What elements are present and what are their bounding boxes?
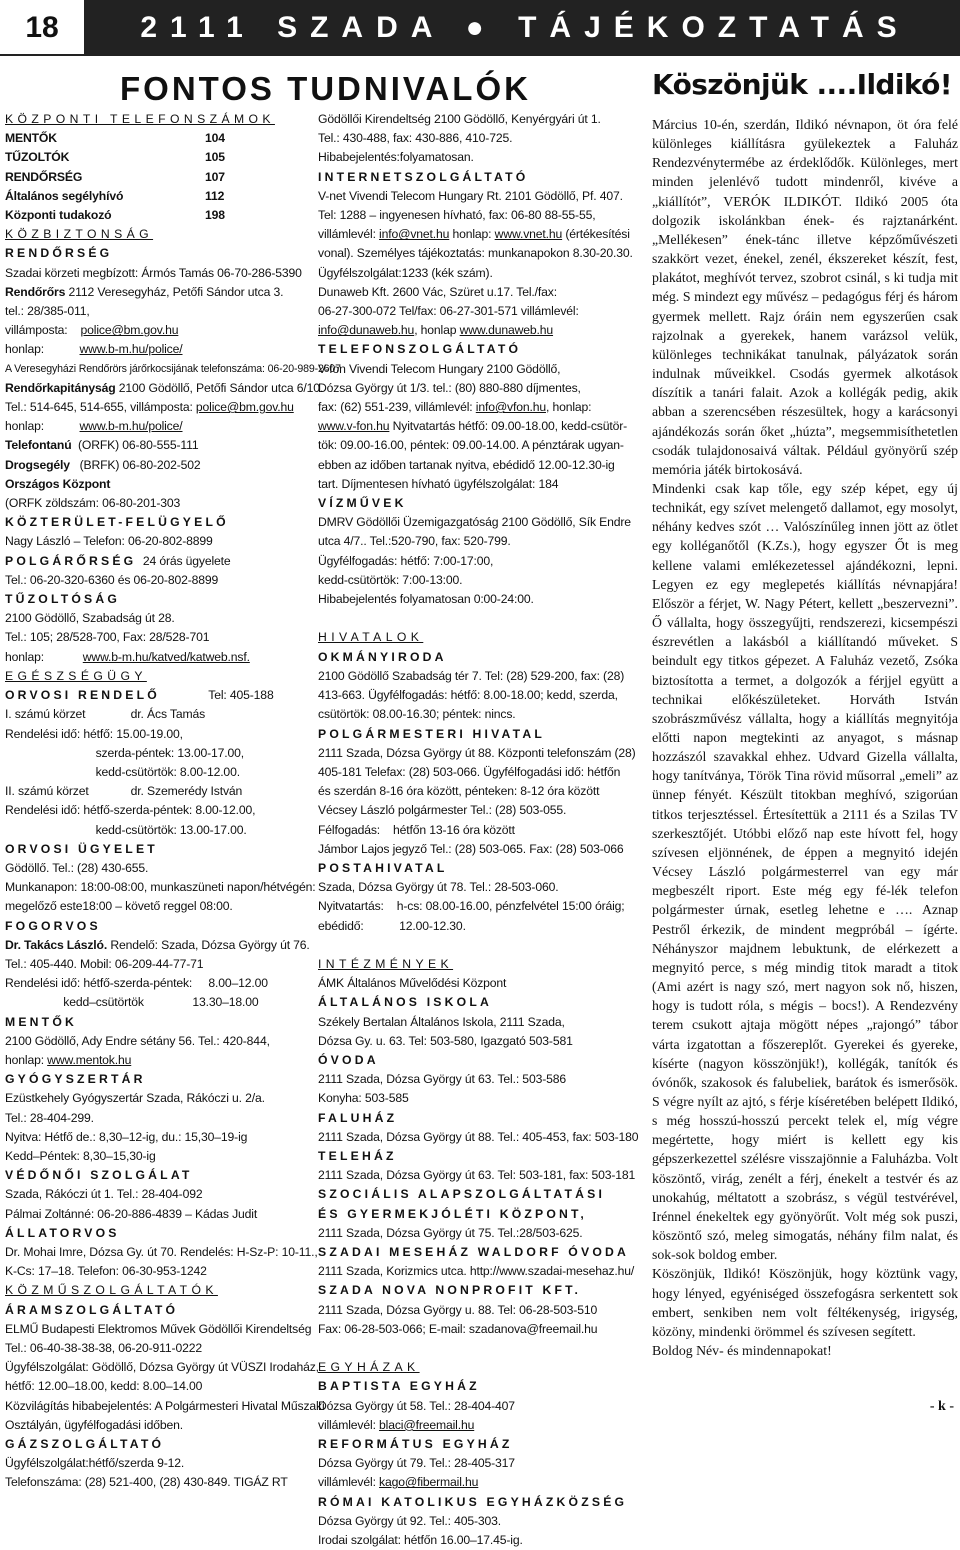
link[interactable]: info@vnet.hu: [379, 227, 450, 242]
page-number: 18: [0, 0, 84, 56]
text-line: Rendelési idő: hétfő: 15.00-19.00,: [5, 726, 183, 741]
info-column-1: [5, 110, 341, 1493]
link[interactable]: info@vfon.hu: [475, 400, 546, 415]
link[interactable]: www.b-m.hu/police/: [79, 342, 183, 357]
phone-label: TŰZOLTÓK: [5, 150, 70, 165]
text-line: vonal). Személyes tájékoztatás: munkanapokon 8.30-20.30.: [318, 246, 633, 261]
phone-number: 198: [205, 208, 225, 223]
text-line: [5, 648, 310, 667]
category-heading: HIVATALOK: [318, 630, 424, 645]
thanks-title: Köszönjük ....Ildikó!: [652, 68, 952, 101]
text-line: Hibabejelentés folyamatosan 0:00-24:00.: [318, 592, 534, 607]
line-text: (BRFK) 06-80-202-502: [69, 457, 201, 472]
line-text: Nyitvatartás hétfő: 09.00-18.00, kedd-csütör-: [389, 419, 628, 434]
phone-label: Általános segélyhívó: [5, 188, 124, 203]
text-line: [5, 1051, 310, 1070]
text-line: [5, 340, 310, 359]
text-line: kedd-csütörtök: 7:00-13:00.: [318, 572, 463, 587]
link[interactable]: www.v-fon.hu: [318, 419, 390, 434]
text-line: Dózsa György út 58. Tel.: 28-404-407: [318, 1398, 515, 1413]
link[interactable]: kago@fibermail.hu: [379, 1475, 479, 1490]
text-line: 2100 Gödöllő Szabadság tér 7. Tel: (28) 529-200, fax: (28): [318, 668, 625, 683]
section-heading: [5, 552, 310, 571]
section-heading: VÉDŐNŐI SZOLGÁLAT: [5, 1168, 193, 1183]
text-line: Tel.: 405-440. Mobil: 06-209-44-77-71: [5, 956, 204, 971]
line-text: 2112 Veresegyház, Petőfi Sándor utca 3.: [65, 284, 284, 299]
phone-row: [5, 206, 310, 225]
section-heading: RÓMAI KATOLIKUS EGYHÁZKÖZSÉG: [318, 1494, 628, 1509]
text-line: Ezüstkehely Gyógyszertár Szada, Rákóczi u. 2/a.: [5, 1091, 265, 1106]
category-heading: EGÉSZSÉGÜGY: [5, 668, 147, 683]
text-line: 2111 Szada, Dózsa György út 75. Tel.:28/503-625.: [318, 1225, 583, 1240]
text-line: A Veresegyházi Rendőrörs járőrkocsijának telefonszáma: 06-20-989-2607: [5, 362, 341, 375]
text-line: [5, 321, 310, 340]
text-line: Ügyfélszolgálat: Gödöllő, Dózsa György út VÜSZI Irodaház,: [5, 1360, 319, 1375]
text-line: K-Cs: 17–18. Telefon: 06-30-953-1242: [5, 1264, 207, 1279]
spacer: [318, 936, 638, 955]
line-text: honlap:: [449, 227, 495, 242]
text-line: Irodai szolgálat: hétfőn 16.00–17.45-ig.: [318, 1533, 523, 1548]
text-line: Vécsey László polgármester Tel.: (28) 503-055.: [318, 803, 567, 818]
spacer: [318, 1339, 638, 1358]
text-line: 2111 Szada, Dózsa György út 63. Tel.: 503-586: [318, 1072, 566, 1087]
phone-row: [5, 129, 310, 148]
section-heading: ÁLTALÁNOS ISKOLA: [318, 995, 492, 1010]
link[interactable]: police@bm.gov.hu: [80, 323, 179, 338]
section-heading: FALUHÁZ: [318, 1110, 398, 1125]
text-line: Közvilágítás hibabejelentés: A Polgármesteri Hivatal Műszaki: [5, 1398, 325, 1413]
text-line: Félfogadás: hétfőn 13-16 óra között: [318, 822, 515, 837]
thanks-article: [652, 115, 958, 1360]
text-line: Nyitvatartás: h-cs: 08.00-16.00, pénzfelvétel 15:00 óráig;: [318, 899, 625, 914]
text-line: Telefonszáma: (28) 521-400, (28) 430-849. TIGÁZ RT: [5, 1475, 288, 1490]
bold-label: Telefontanú: [5, 438, 72, 453]
text-line: Dózsa Gy. u. 63. Tel: 503-580, Igazgató 503-581: [318, 1033, 573, 1048]
section-heading: BAPTISTA EGYHÁZ: [318, 1379, 480, 1394]
text-line: [318, 1473, 638, 1492]
main-title: FONTOS TUDNIVALÓK: [120, 70, 531, 107]
text-line: kedd-csütörtök: 8.00-12.00.: [5, 764, 240, 779]
text-line: Nyitva: Hétfő de.: 8,30–12-ig, du.: 15,30–19-ig: [5, 1129, 248, 1144]
text-line: Gödöllő. Tel.: (28) 430-655.: [5, 860, 149, 875]
phone-label: MENTŐK: [5, 131, 57, 146]
text-line: Nagy László – Telefon: 06-20-802-8899: [5, 534, 213, 549]
category-heading: KÖZBIZTONSÁG: [5, 227, 154, 242]
bold-label: Rendőrkapitányság: [5, 380, 116, 395]
section-heading: ÁRAMSZOLGÁLTATÓ: [5, 1302, 179, 1317]
section-heading: INTERNETSZOLGÁLTATÓ: [318, 169, 529, 184]
text-line: Fax: 06-28-503-066; E-mail: szadanova@freemail.hu: [318, 1321, 598, 1336]
section-heading: SZADAI MESEHÁZ WALDORF ÓVODA: [318, 1244, 630, 1259]
phone-row: [5, 168, 310, 187]
text-line: Tel.: 430-488, fax: 430-886, 410-725.: [318, 131, 513, 146]
section-heading: ÉS GYERMEKJÓLÉTI KÖZPONT,: [318, 1206, 587, 1221]
section-heading: GYÓGYSZERTÁR: [5, 1072, 146, 1087]
text-line: [5, 456, 310, 475]
phone-number: 112: [205, 188, 225, 203]
text-line: tel.: 28/385-011,: [5, 304, 90, 319]
text-line: DMRV Gödöllői Üzemigazgatóság 2100 Gödöllő, Sík Endre: [318, 515, 631, 530]
section-heading: RENDŐRSÉG: [5, 246, 113, 261]
section-heading: TELEFONSZOLGÁLTATÓ: [318, 342, 522, 357]
text-line: [318, 417, 638, 436]
text-line: [5, 936, 310, 955]
section-heading: [5, 686, 310, 705]
text-line: Dózsa György út 79. Tel.: 28-405-317: [318, 1456, 515, 1471]
text-line: Ügyfélfogadás: hétfő: 7:00-17:00,: [318, 553, 494, 568]
text-line: Konyha: 503-585: [318, 1091, 409, 1106]
text-line: [5, 379, 324, 398]
line-text: (ORFK) 06-80-555-111: [71, 438, 199, 453]
text-line: Gödöllői Kirendeltség 2100 Gödöllő, Kenyérgyári út 1.: [318, 112, 601, 126]
bold-label: Drogsegély: [5, 457, 70, 472]
text-line: [5, 398, 310, 417]
text-line: Ügyfélszolgálat:hétfő/szerda 9-12.: [5, 1456, 185, 1471]
text-line: Dózsa György út 92. Tel.: 405-303.: [318, 1513, 502, 1528]
text-line: 413-663. Ügyfélfogadás: hétfő: 8.00-18.00; kedd, szerda,: [318, 688, 618, 703]
text-line: utca 4/7.. Tel.:520-790, fax: 520-799.: [318, 534, 511, 549]
section-heading: TELEHÁZ: [318, 1148, 397, 1163]
section-heading: ORVOSI ÜGYELET: [5, 841, 158, 856]
link[interactable]: www.b-m.hu/katved/katweb.nsf.: [82, 649, 250, 664]
category-heading: KÖZMŰSZOLGÁLTATÓK: [5, 1283, 218, 1298]
text-line: ELMŰ Budapesti Elektromos Művek Gödöllői Kirendeltség: [5, 1321, 312, 1336]
phone-row: [5, 148, 310, 167]
text-line: csütörtök: 08.00-16.30; péntek: nincs.: [318, 707, 516, 722]
line-text: fax: (62) 551-239, villámlevél:: [318, 400, 476, 415]
phone-number: 104: [205, 131, 225, 146]
heading-detail: 24 órás ügyelete: [136, 553, 231, 568]
line-text: honlap:: [5, 419, 80, 434]
article-paragraph: Köszönjük, Ildikó! Köszönjük, hogy köztünk vagy, hogy lényed, egyéniséged összefogásra serkentett sok embert, senkiben nem volt féltékenység, irigység, közöny, mindenki örömmel és szívesen segített.: [652, 1266, 958, 1339]
text-line: Szadai körzeti megbízott: Ármós Tamás 06-70-286-5390: [5, 265, 302, 280]
text-line: 2111 Szada, Dózsa György út 88. Tel.: 405-453, fax: 503-180: [318, 1129, 639, 1144]
line-text: Tel.: 514-645, 514-655, villámposta:: [5, 400, 196, 415]
category-heading: EGYHÁZAK: [318, 1360, 420, 1375]
text-line: kedd–csütörtök 13.30–18.00: [5, 995, 259, 1010]
line-text: villámlevél:: [318, 1417, 380, 1432]
phone-row: [5, 187, 310, 206]
text-line: Kedd–Péntek: 8,30–15,30-ig: [5, 1148, 156, 1163]
text-line: Hibabejelentés:folyamatosan.: [318, 150, 474, 165]
line-text: Rendelő: Szada, Dózsa György út 76.: [107, 937, 310, 952]
bold-label: Dr. Takács László.: [5, 937, 108, 952]
text-line: Ügyfélszolgálat:1233 (kék szám).: [318, 265, 493, 280]
text-line: Tel.: 06-20-320-6360 és 06-20-802-8899: [5, 572, 219, 587]
text-line: Szada, Rákóczi út 1. Tel.: 28-404-092: [5, 1187, 203, 1202]
line-text: (értékesítési: [562, 227, 630, 242]
text-line: 06-27-300-072 Tel/fax: 06-27-301-571 villámlevél:: [318, 304, 579, 319]
line-text: villámlevél:: [318, 1475, 380, 1490]
info-column-2: [318, 110, 638, 1550]
text-line: V-fon Vivendi Telecom Hungary 2100 Gödöllő,: [318, 361, 561, 376]
text-line: tart. Díjmentesen hívható ügyfélszolgálat: 184: [318, 476, 559, 491]
text-line: 2100 Gödöllő, Ady Endre sétány 56. Tel.: 420-844,: [5, 1033, 270, 1048]
section-heading: SZADA NOVA NONPROFIT KFT.: [318, 1283, 582, 1298]
phone-number: 105: [205, 150, 225, 165]
line-text: honlap:: [5, 342, 80, 357]
text-line: Tel.: 28-404-299.: [5, 1110, 94, 1125]
text-line: Székely Bertalan Általános Iskola, 2111 Szada,: [318, 1014, 565, 1029]
text-line: Szada, Dózsa György út 78. Tel.: 28-503-060.: [318, 880, 559, 895]
heading-detail: Tel: 405-188: [159, 688, 274, 703]
section-heading: MENTŐK: [5, 1014, 78, 1029]
section-heading: GÁZSZOLGÁLTATÓ: [5, 1437, 165, 1452]
section-heading: TŰZOLTÓSÁG: [5, 592, 121, 607]
text-line: kedd-csütörtök: 13.00-17.00.: [5, 822, 247, 837]
publication-title: 2111 SZADA ● TÁJÉKOZTATÁS: [140, 11, 910, 44]
phone-number: 107: [205, 169, 225, 184]
section-heading: VÍZMŰVEK: [318, 496, 407, 511]
text-line: megelőző este18:00 – követő reggel 08:00.: [5, 899, 233, 914]
text-line: I. számú körzet dr. Ács Tamás: [5, 707, 206, 722]
text-line: Tel.: 06-40-38-38-38, 06-20-911-0222: [5, 1341, 202, 1355]
spacer: [318, 609, 638, 628]
link[interactable]: www.b-m.hu/police/: [79, 419, 183, 434]
link[interactable]: www.dunaweb.hu: [459, 323, 554, 338]
text-line: tök: 09.00-16.00, péntek: 09.00-14.00. A pénztárak ugyan-: [318, 438, 624, 453]
link[interactable]: police@bm.gov.hu: [195, 400, 294, 415]
bold-label: Országos Központ: [5, 476, 111, 491]
section-heading: OKMÁNYIRODA: [318, 649, 447, 664]
text-line: [318, 1416, 638, 1435]
line-text: honlap:: [5, 649, 83, 664]
text-line: ebben az időben tartanak nyitva, ebédidő 12.00-12.30-ig: [318, 457, 615, 472]
phone-label: Központi tudakozó: [5, 208, 112, 223]
text-line: ebédidő: 12.00-12.30.: [318, 918, 466, 933]
text-line: V-net Vivendi Telecom Hungary Rt. 2101 Gödöllő, Pf. 407.: [318, 188, 623, 203]
text-line: Pálmai Zoltánné: 06-20-886-4839 – Kádas Judit: [5, 1206, 258, 1221]
article-paragraph: Március 10-én, szerdán, Ildikó névnapon, öt óra felé különleges kiállításra gyülekeztek a Faluház Rendezvénytermébe az érdeklődők. Különleges, mert minden jelenlévő tudott mindenről, kivéve a „kiállítót”, VERÓK ILDIKÓT. Ildikó 2005 óta dolgozik iskolánkban ének- és rajztanárként. „Mellékesen” ének-tánc illetve képzőművészeti szakkört vezet, énekel, zenél, ékszereket készít, fest, plakátot, meghívót tervez, szobrot csinál, s ki tudja mit még. S mindezt egy művész – pedagógus férj és három gyermek mellett. Rajz óráin nem egyszerűen csak rajzolnak a gyerekek, hanem varázsol velük, különleges technikákat tanulnak, pályázatok során indulnak műveikkel. Csodás gyermek alkotások díszítik a tanári falait. Azok a kollégák pedig, akik abban a szerencsében részesültek, hogy a karácsonyi ajándékozás során őket „húzta”, megsemmisíthetetlen csodák tulajdonosaivá váltak. Például gyönyörű szép memória játék birtokosává.: [652, 117, 958, 477]
link[interactable]: info@dunaweb.hu: [318, 323, 415, 338]
text-line: Tel.: 105; 28/528-700, Fax: 28/528-701: [5, 630, 210, 645]
text-line: [5, 283, 310, 302]
phone-label: RENDŐRSÉG: [5, 169, 83, 184]
section-heading: SZOCIÁLIS ALAPSZOLGÁLTATÁSI: [318, 1187, 606, 1202]
section-heading: ÓVODA: [318, 1052, 379, 1067]
text-line: Dózsa György út 1/3. tel.: (80) 880-880 díjmentes,: [318, 380, 581, 395]
text-line: Dr. Mohai Imre, Dózsa Gy. út 70. Rendelés: H-Sz-P: 10-11.,: [5, 1244, 318, 1259]
line-text: honlap:: [5, 1052, 48, 1067]
line-text: 2100 Gödöllő, Petőfi Sándor utca 6/10.: [115, 380, 324, 395]
text-line: ÁMK Általános Művelődési Központ: [318, 976, 507, 991]
category-heading: INTÉZMÉNYEK: [318, 956, 454, 971]
text-line: Munkanapon: 18:00-08:00, munkaszüneti napon/hétvégén:: [5, 880, 316, 895]
category-heading: KÖZPONTI TELEFONSZÁMOK: [5, 112, 275, 126]
heading-label: POLGÁRŐRSÉG: [5, 553, 137, 568]
text-line: [5, 417, 310, 436]
text-line: 2111 Szada, Dózsa György út 63. Tel: 503-181, fax: 503-181: [318, 1168, 636, 1183]
line-text: , honlap: [414, 323, 460, 338]
page-header: [0, 0, 960, 56]
text-line: [318, 225, 638, 244]
section-heading: POSTAHIVATAL: [318, 860, 448, 875]
text-line: Rendelési idő: hétfő-szerda-péntek: 8.00–12.00: [5, 976, 268, 991]
text-line: Rendelési idő: hétfő-szerda-péntek: 8.00-12.00,: [5, 803, 256, 818]
bold-label: Rendőrőrs: [5, 284, 66, 299]
line-text: villámlevél:: [318, 227, 380, 242]
section-heading: REFORMÁTUS EGYHÁZ: [318, 1437, 513, 1452]
link[interactable]: www.mentok.hu: [47, 1052, 132, 1067]
text-line: szerda-péntek: 13.00-17.00,: [5, 745, 245, 760]
link[interactable]: blaci@freemail.hu: [379, 1417, 475, 1432]
text-line: [318, 398, 638, 417]
text-line: 2111 Szada, Korizmics utca. http://www.szadai-mesehaz.hu/: [318, 1264, 635, 1279]
text-line: 2111 Szada, Dózsa György u. 88. Tel: 06-28-503-510: [318, 1302, 598, 1317]
section-heading: POLGÁRMESTERI HIVATAL: [318, 726, 545, 741]
link[interactable]: www.vnet.hu: [494, 227, 563, 242]
article-paragraph: Mindenki csak kap tőle, egy szép képet, egy új technikát, egy szívet melengető dallamot, egy mosolyt, néhány kedves szót … Valószínűleg innen jött az ötlet egy kolléganőtől (K.Zs.), hogy egyszer Őt is meg kellene valami emlékezetessel ajándékozni, lepni. Legyen ez egy meglepetés kiállítás névnapjára! Először a férjet, W. Nagy Pétert, kellett „beszervezni”. Ő vállalta, hogy összegyűjti, rendszerezi, kicsempészi észrevétlen a lakásból a kiállítandó műveket. S beindult egy titkos gépezet. A Faluház vezető, Zsóka biztosította a termet, a dolgozók a férjjel együtt a technikai előkészületeket. Horváth István szobrászművész vállalta, hogy a kiállítás megnyitója előtti napon megtekinti az anyagot, s másnap hozzászól szavakkal ehhez. Udvard Gizella vállalta, hogy tanítványa, Török Tina rövid műsorral „emeli” az ünnep fényét. Készült titokban meghívó, szigorúan titkos terjesztéssel. Értesítettük a 2111 és a Szilas TV szerkesztőjét. Utóbbi előző nap este hívott fel, hogy szívesen eljönnének, de éppen a megnyitó idején Vécsey László polgármesterrel van egy már megbeszélt riport. Este még egy fé-lék telefon polgármester úrnak, esetleg lehetne e …. Aznap Pestről érkezik, de mindent megpróbál – ígérte. Néhányszor majdnem lebuktunk, de elérkezett a megnyitó perce, s még mindig titok maradt a titok (Ami azért is nagy szó, mert nagyon sok nő, hiszen, hogy is tudott róla, s mégis – bocs!). A Rendezvény terem csukott ajtaja mögött népes „rajongó” tábor várta izgatottan a főszereplőt. Gyerekei és gyereke, kísérte (nagyon kösszönjük!), kollégák, tanítók és óvónők, szakosok és falubeliek, barátok és ismerősök. S végre nyílt az ajtó, s férje kíséretében belépett Ildikó, s még hosszú-hosszú percekt telek el, míg végre megértette, hogy miért is kellett egy kis gépszerkezettel szélésre visszajönnie a Faluházba. Volt köszöntő, virág, zenélt a férj, énekelt a testvér és az unokahúg, méltatott a szobrász, s végül testvérével, Irénnel énekeltek egy gyönyörűt. Volt még sok puszi, köszöntő szó, meleg simogatás, néhány film nalat, és sok-sok boldog ember.: [652, 480, 958, 1263]
section-heading: ÁLLATORVOS: [5, 1225, 120, 1240]
signature: - k -: [929, 1399, 954, 1414]
text-line: 2111 Szada, Dózsa György út 88. Központi telefonszám (28): [318, 745, 636, 760]
text-line: Osztályán, ügyfélfogadási időben.: [5, 1417, 183, 1432]
text-line: Dunaweb Kft. 2600 Vác, Szüret u.17. Tel./fax:: [318, 284, 557, 299]
text-line: II. számú körzet dr. Szemerédy István: [5, 784, 243, 799]
section-heading: KÖZTERÜLET-FELÜGYELŐ: [5, 515, 229, 530]
heading-label: ORVOSI RENDELŐ: [5, 688, 160, 703]
text-line: [318, 321, 638, 340]
text-line: és szerdán 8-16 óra között, pénteken: 8-12 óra között: [318, 784, 600, 799]
article-paragraph: Boldog Név- és mindennapokat!: [652, 1343, 832, 1358]
line-text: villámposta:: [5, 323, 81, 338]
text-line: hétfő: 12.00–18.00, kedd: 8.00–14.00: [5, 1379, 203, 1394]
line-text: , honlap:: [545, 400, 592, 415]
text-line: 405-181 Telefax: (28) 503-066. Ügyfélfogadási idő: hétfőn: [318, 764, 621, 779]
text-line: [5, 436, 310, 455]
text-line: (ORFK zöldszám: 06-80-201-303: [5, 496, 181, 511]
text-line: Jámbor Lajos jegyző Tel.: (28) 503-065. Fax: (28) 503-066: [318, 841, 624, 856]
text-line: Tel: 1288 – ingyenesen hívható, fax: 06-80 88-55-55,: [318, 208, 596, 223]
text-line: 2100 Gödöllő, Szabadság út 28.: [5, 611, 175, 626]
text-line: [5, 475, 310, 494]
section-heading: FOGORVOS: [5, 918, 101, 933]
